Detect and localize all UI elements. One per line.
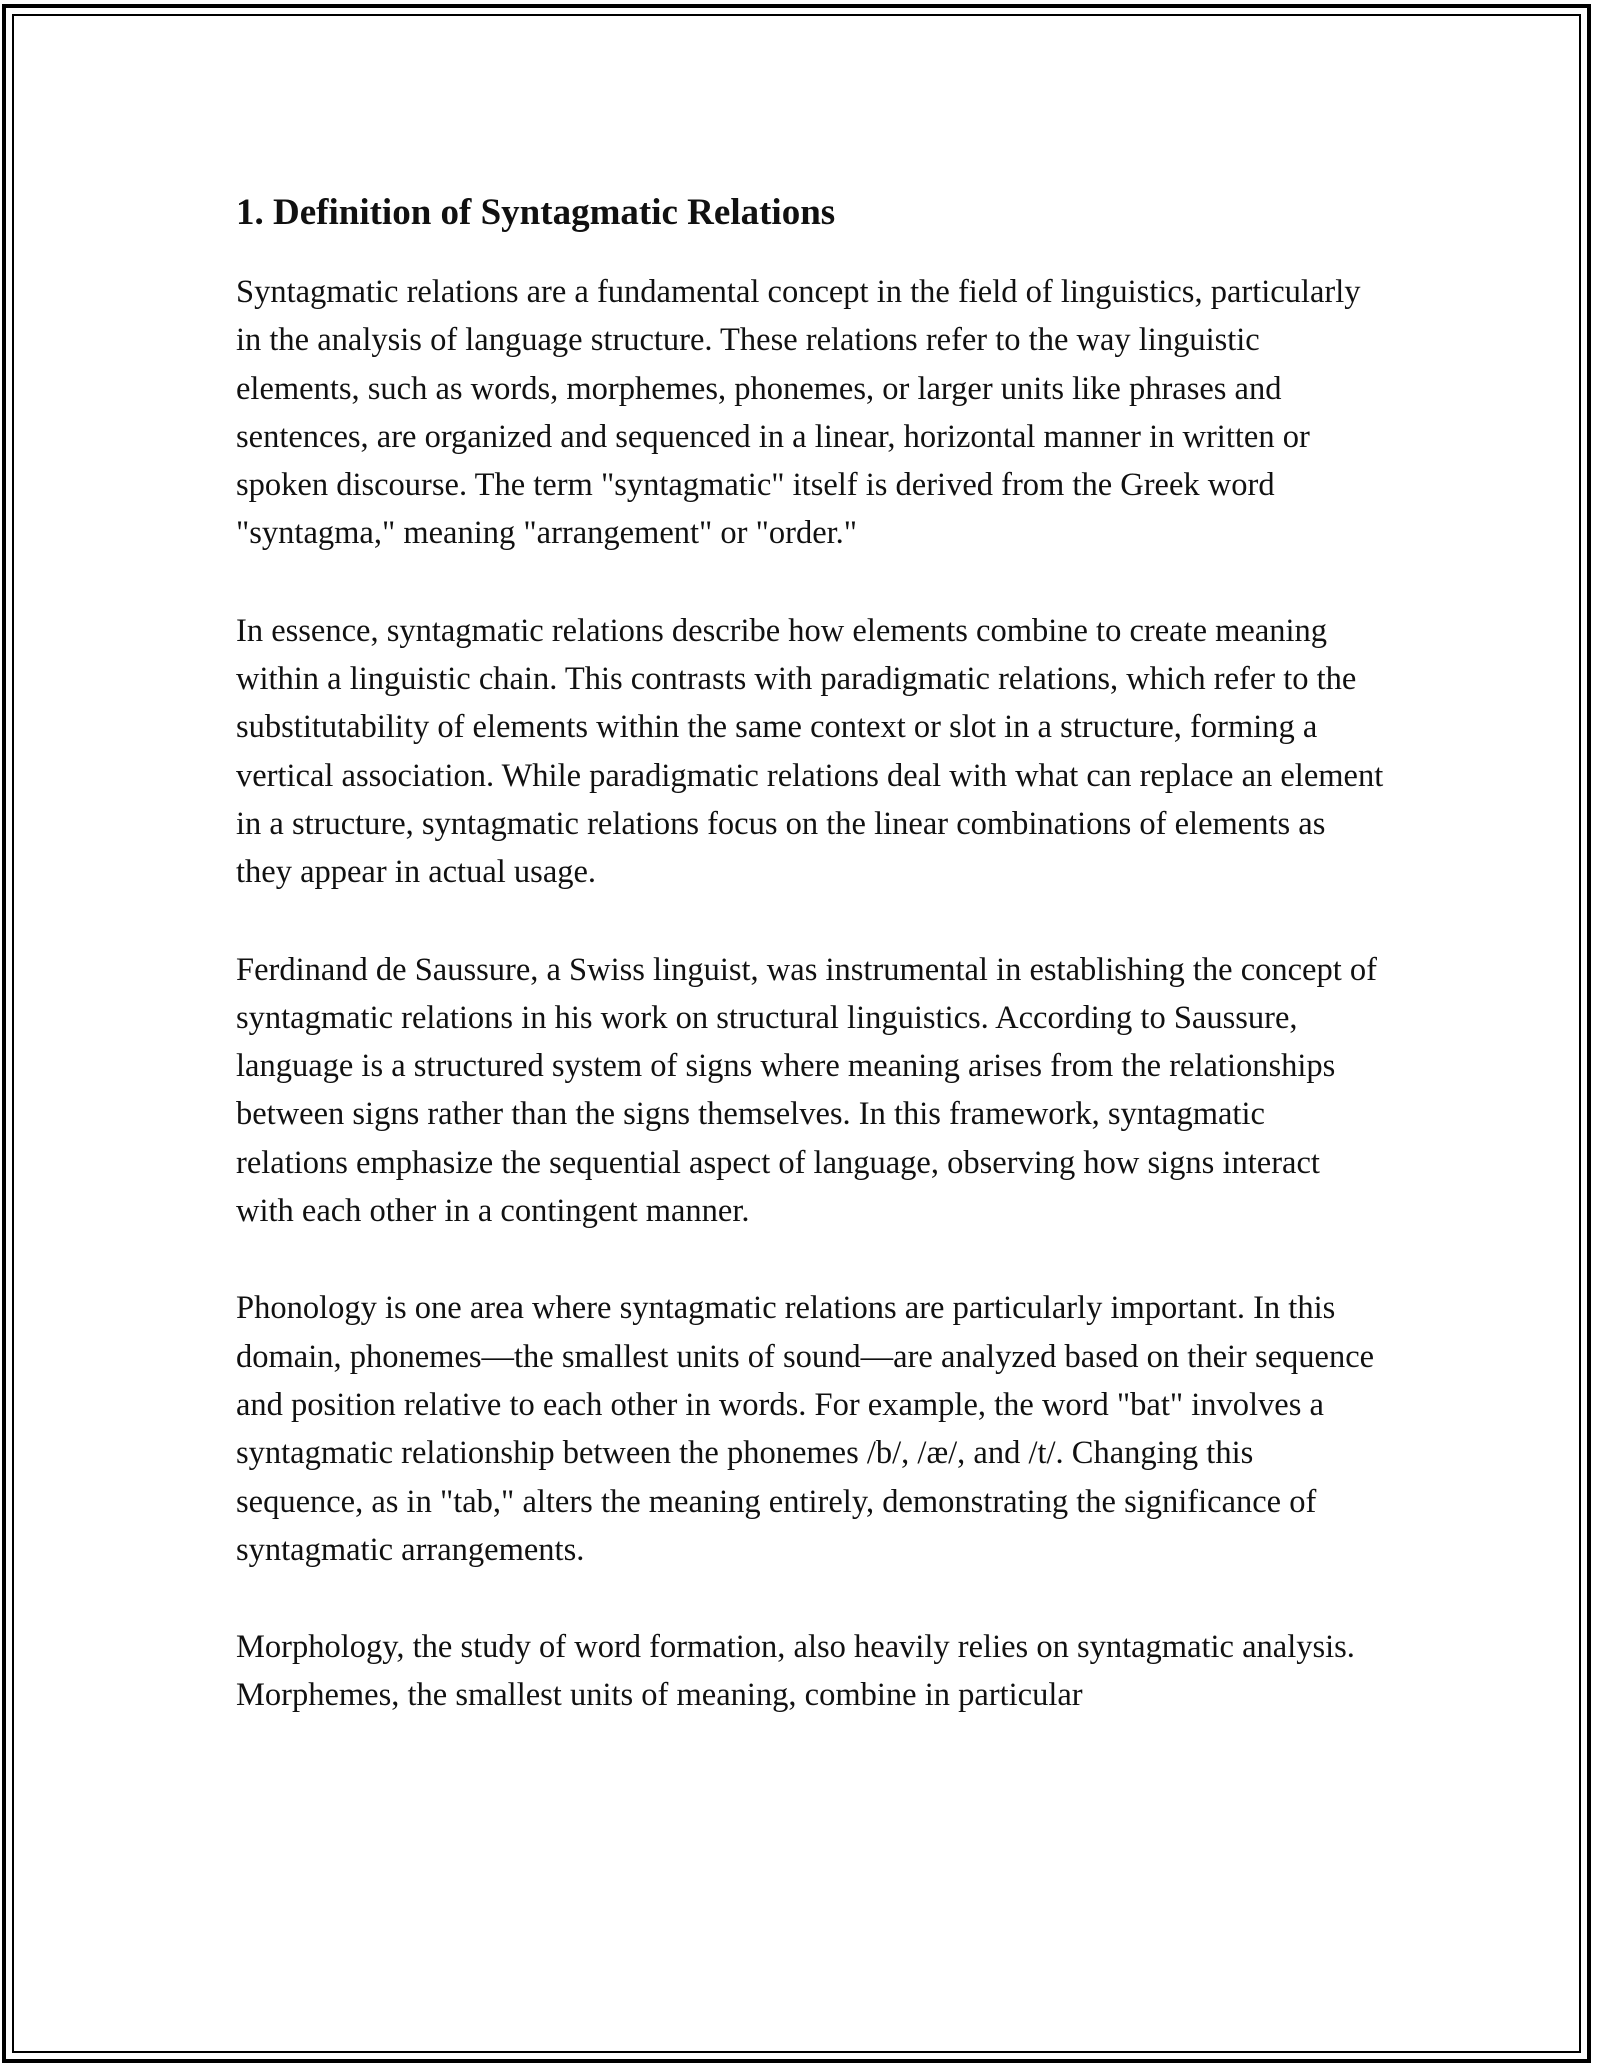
paragraph-phonology: Phonology is one area where syntagmatic relations are particularly important. In this domain, phonemes—the smallest units of sound—are analyzed based on their sequence and position relative to each other in words. For example, the word "bat" involves a syntagmatic relationship between the phonemes /b/, /æ/, and /t/. Changing this sequence, as in "tab," alters the meaning entirely, demonstrating the significance of syntagmatic arrangements. bbox=[236, 1290, 1375, 1568]
paragraph-essence: In essence, syntagmatic relations describe how elements combine to create meaning within a linguistic chain. This contrasts with paradigmatic relations, which refer to the substitutability of elements within the same context or slot in a structure, forming a vertical association. While paradigmatic relations deal with what can replace an element in a structure, syntagmatic relations focus on the linear combinations of elements as they appear in actual usage. bbox=[236, 612, 1384, 891]
document-body bbox=[236, 188, 1384, 1769]
paragraph-saussure: Ferdinand de Saussure, a Swiss linguist, was instrumental in establishing the concept of syntagmatic relations in his work on structural linguistics. According to Saussure, language is a structured system of signs where meaning arises from the relationships between signs rather than the signs themselves. In this framework, syntagmatic relations emphasize the sequential aspect of language, observing how signs interact with each other in a contingent manner. bbox=[236, 951, 1377, 1230]
paragraph-definition: Syntagmatic relations are a fundamental concept in the field of linguistics, particularly in the analysis of language structure. These relations refer to the way linguistic elements, such as words, morphemes, phonemes, or larger units like phrases and sentences, are organized and sequenced in a linear, horizontal manner in written or spoken discourse. The term "syntagmatic" itself is derived from the Greek word "syntagma," meaning "arrangement" or "order." bbox=[236, 274, 1361, 552]
paragraph-morphology: Morphology, the study of word formation, also heavily relies on syntagmatic analysis. Morphemes, the smallest units of meaning, combine in particular bbox=[236, 1629, 1355, 1714]
section-heading: 1. Definition of Syntagmatic Relations bbox=[236, 192, 836, 233]
